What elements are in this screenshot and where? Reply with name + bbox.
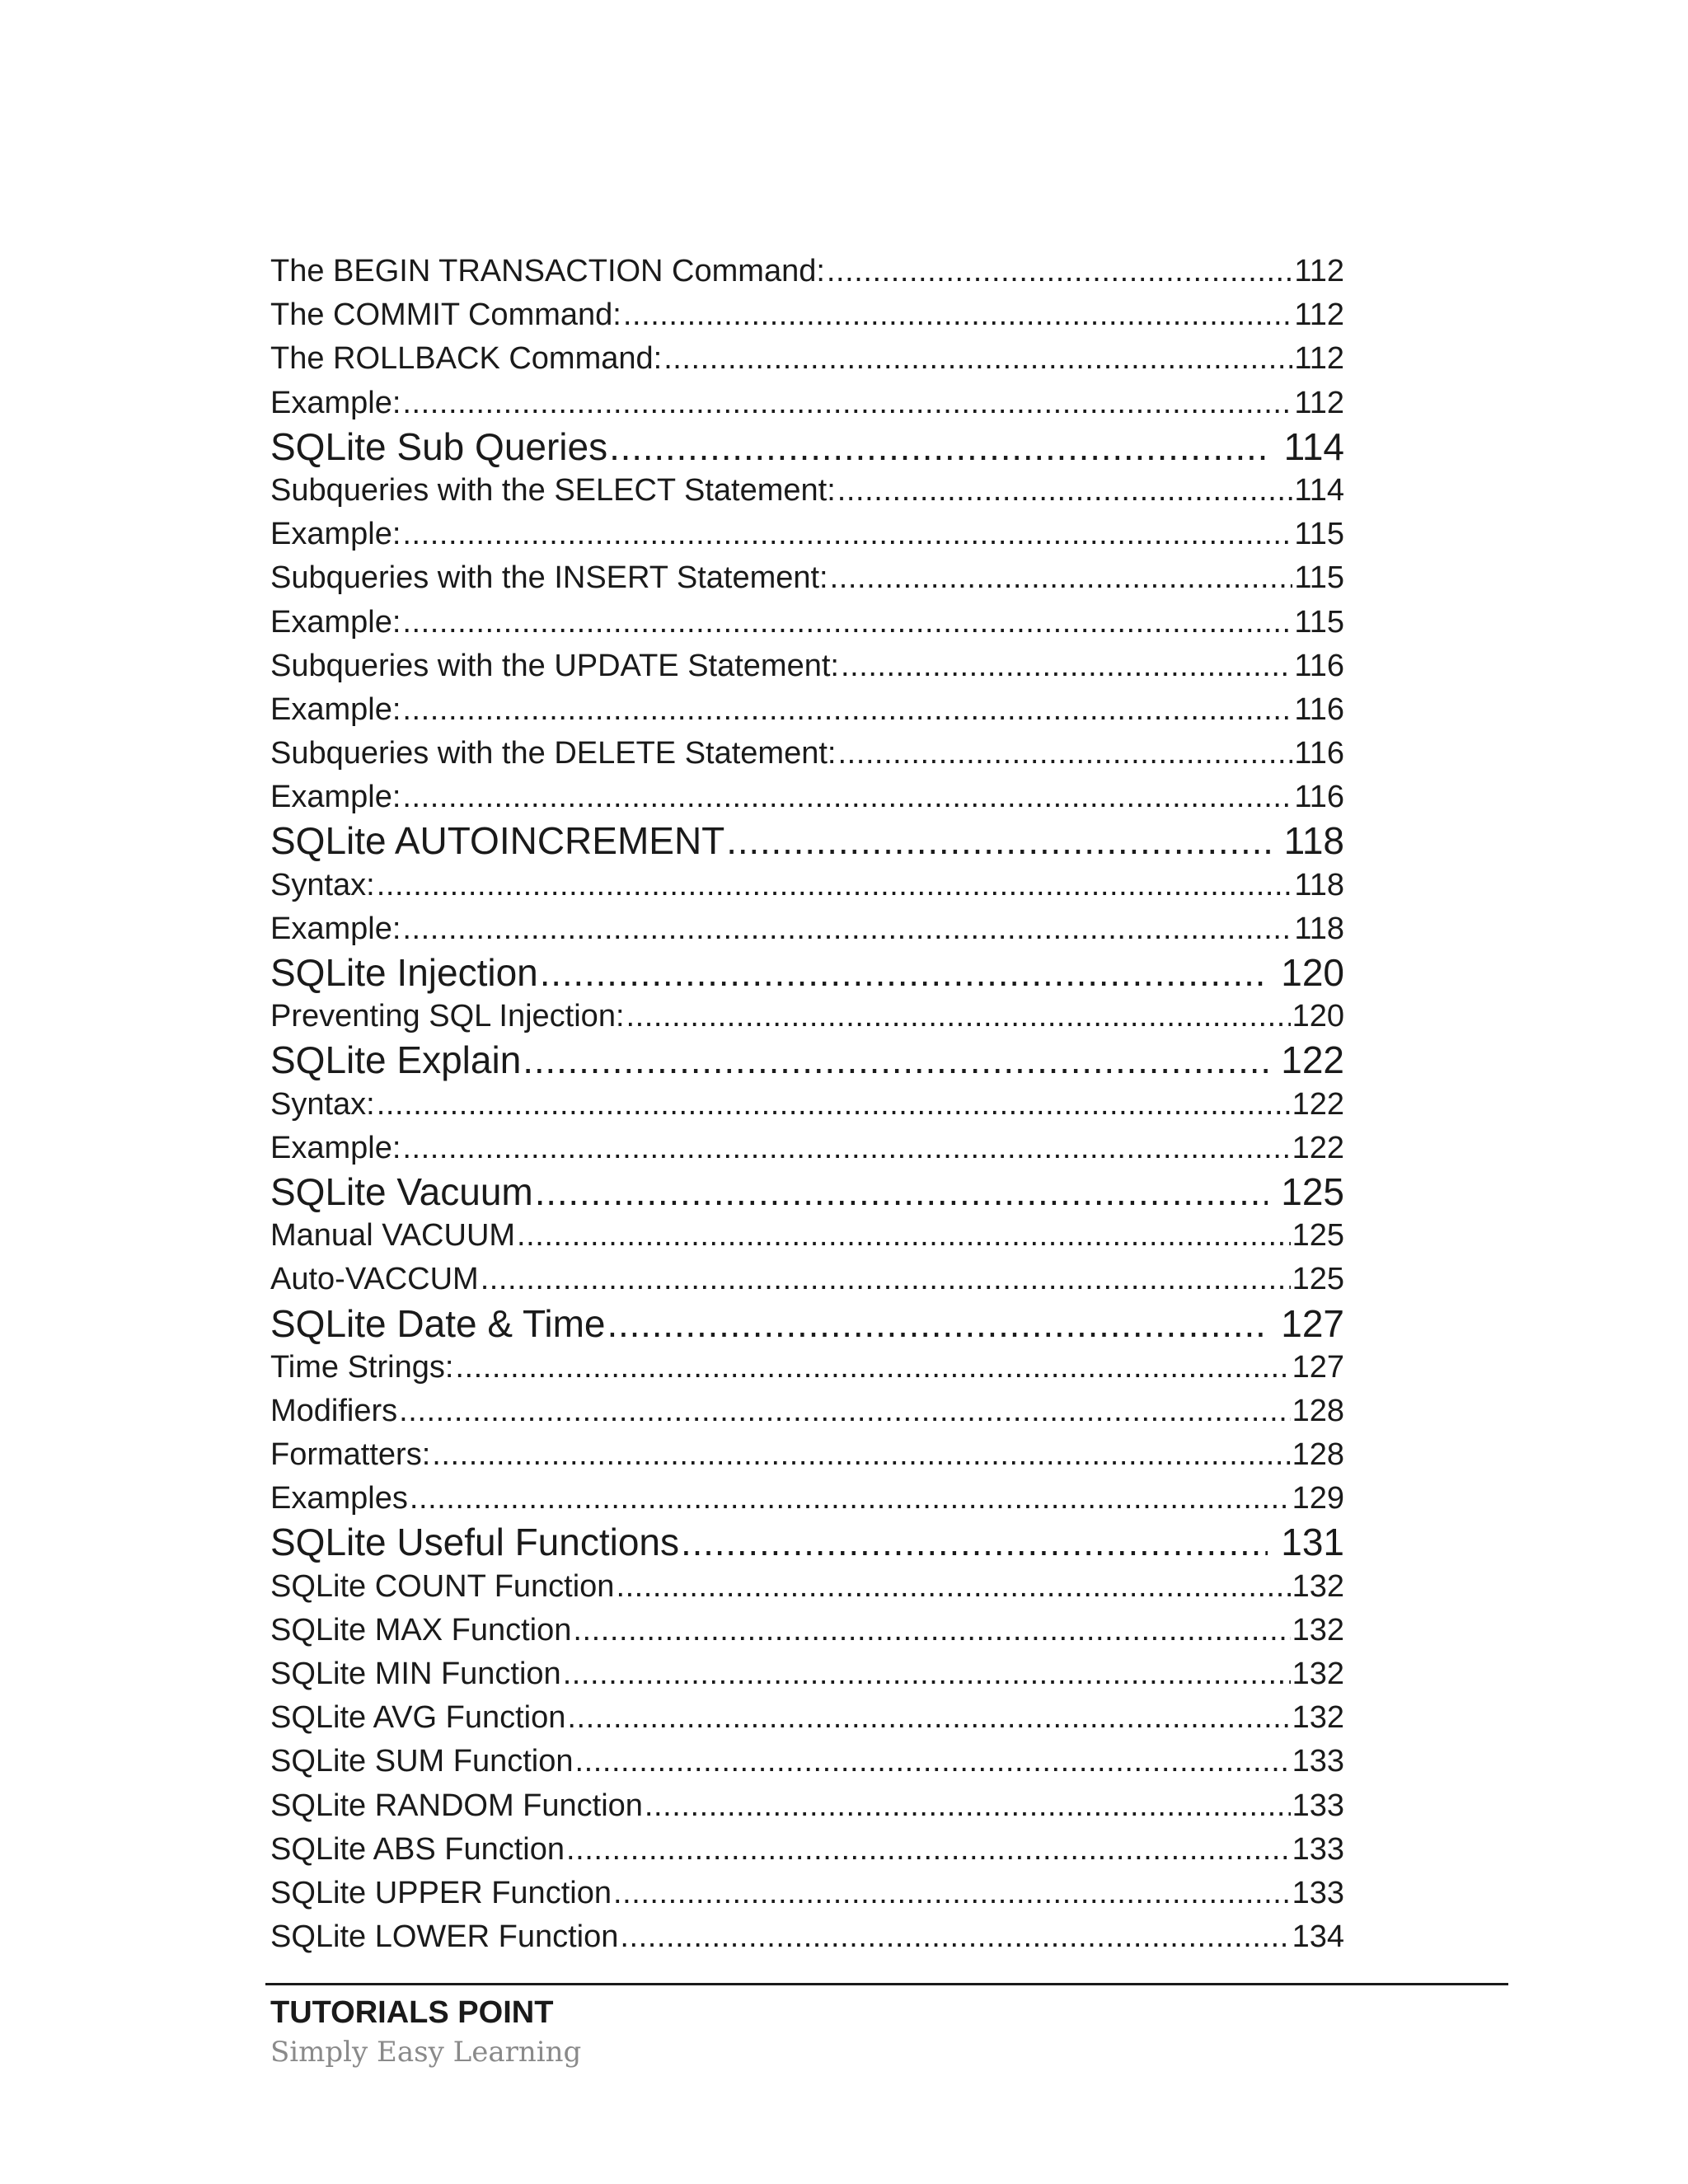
toc-page-number: 122 [1281,1038,1344,1082]
toc-page-number: 133 [1292,1788,1344,1823]
toc-page-number: 133 [1292,1875,1344,1910]
toc-chapter-entry[interactable] [270,819,1344,863]
toc-section-entry[interactable] [270,1609,1344,1652]
toc-dot-leader [609,425,1271,469]
toc-entry-title: Subqueries with the INSERT Statement: [270,560,828,596]
toc-entry-title: SQLite COUNT Function [270,1568,615,1604]
toc-dot-leader [410,1477,1291,1521]
toc-dot-leader [566,1828,1291,1872]
toc-entry-title: SQLite MAX Function [270,1612,572,1647]
toc-dot-leader [481,1258,1291,1301]
toc-section-entry[interactable] [270,1083,1344,1127]
footer-divider [265,1983,1508,1985]
toc-page-number: 129 [1292,1481,1344,1516]
toc-chapter-entry[interactable] [270,1038,1344,1082]
toc-dot-leader [377,864,1293,907]
toc-dot-leader [523,1038,1268,1082]
toc-section-entry[interactable] [270,469,1344,513]
toc-entry-title: Subqueries with the SELECT Statement: [270,472,836,508]
toc-section-entry[interactable] [270,907,1344,951]
toc-page-number: 127 [1281,1301,1344,1345]
toc-page-number: 122 [1292,1086,1344,1122]
toc-dot-leader [841,644,1292,688]
toc-page-number: 132 [1292,1700,1344,1736]
toc-entry-title: Example: [270,385,401,420]
toc-section-entry[interactable] [270,864,1344,907]
toc-entry-title: Modifiers [270,1393,398,1428]
toc-page-number: 118 [1294,867,1344,902]
toc-section-entry[interactable] [270,1433,1344,1477]
toc-dot-leader [837,469,1293,513]
toc-section-entry[interactable] [270,1652,1344,1696]
toc-section-entry[interactable] [270,1390,1344,1433]
toc-page-number: 116 [1294,648,1344,683]
toc-page-number: 115 [1294,517,1344,552]
toc-dot-leader [681,1521,1268,1564]
toc-page-number: 116 [1294,736,1344,771]
toc-entry-title: SQLite MIN Function [270,1657,561,1691]
toc-page-number: 132 [1292,1657,1344,1691]
toc-entry-title: The ROLLBACK Command: [270,341,663,377]
toc-dot-leader [402,1127,1290,1170]
toc-dot-leader [402,688,1292,732]
toc-entry-title: Example: [270,780,401,815]
toc-page-number: 112 [1294,385,1344,420]
toc-chapter-entry[interactable] [270,1170,1344,1214]
toc-section-entry[interactable] [270,1696,1344,1740]
toc-section-entry[interactable] [270,382,1344,425]
toc-entry-title: SQLite SUM Function [270,1744,574,1779]
toc-section-entry[interactable] [270,1258,1344,1301]
toc-page-number: 128 [1292,1393,1344,1428]
toc-entry-title: Example: [270,911,401,946]
toc-dot-leader [540,951,1268,995]
footer-tagline: Simply Easy Learning [270,2036,582,2069]
toc-dot-leader [616,1565,1290,1609]
toc-entry-title: SQLite AUTOINCREMENT [270,819,725,863]
toc-section-entry[interactable] [270,1915,1344,1959]
toc-dot-leader [574,1740,1290,1783]
toc-dot-leader [432,1433,1290,1477]
toc-entry-title: Syntax: [270,867,375,902]
toc-entry-title: Syntax: [270,1086,375,1122]
toc-dot-leader [402,907,1292,951]
toc-page-number: 132 [1292,1568,1344,1604]
toc-entry-title: Examples [270,1481,408,1516]
toc-entry-title: SQLite UPPER Function [270,1875,612,1910]
toc-page-number: 118 [1294,911,1344,946]
toc-entry-title: Manual VACUUM [270,1218,516,1254]
toc-dot-leader [837,732,1292,776]
toc-entry-title: Subqueries with the UPDATE Statement: [270,648,839,683]
toc-entry-title: Preventing SQL Injection: [270,999,625,1034]
toc-section-entry[interactable] [270,601,1344,644]
toc-dot-leader [402,382,1292,425]
toc-entry-title: SQLite Injection [270,951,538,994]
toc-dot-leader [726,819,1270,863]
toc-dot-leader [827,250,1293,293]
toc-section-entry[interactable] [270,688,1344,732]
toc-section-entry[interactable] [270,1828,1344,1872]
toc-page-number: 125 [1292,1218,1344,1254]
toc-entry-title: Time Strings: [270,1349,454,1385]
toc-dot-leader [567,1696,1290,1740]
toc-page-number: 125 [1292,1262,1344,1297]
toc-page-number: 134 [1292,1919,1344,1955]
toc-dot-leader [399,1390,1290,1433]
toc-section-entry[interactable] [270,1214,1344,1258]
toc-section-entry[interactable] [270,732,1344,776]
toc-dot-leader [613,1872,1291,1915]
toc-chapter-entry[interactable] [270,1521,1344,1564]
toc-entry-title: Example: [270,517,401,552]
toc-section-entry[interactable] [270,1872,1344,1915]
toc-entry-title: SQLite ABS Function [270,1831,565,1867]
toc-dot-leader [573,1609,1290,1652]
toc-page-number: 116 [1294,780,1344,815]
toc-chapter-entry[interactable] [270,951,1344,995]
toc-section-entry[interactable] [270,513,1344,556]
toc-dot-leader [645,1784,1291,1828]
toc-page-number: 132 [1292,1612,1344,1647]
toc-chapter-entry[interactable] [270,425,1344,469]
toc-dot-leader [607,1302,1268,1346]
toc-page-number: 131 [1281,1521,1344,1564]
toc-entry-title: SQLite RANDOM Function [270,1788,643,1823]
toc-dot-leader [402,776,1292,819]
toc-entry-title: Auto-VACCUM [270,1262,479,1297]
toc-page-number: 115 [1294,604,1344,640]
footer-brand: TUTORIALS POINT [270,1995,554,2030]
toc-section-entry[interactable] [270,1565,1344,1609]
toc-dot-leader [402,601,1292,644]
toc-page-number: 112 [1294,254,1344,288]
toc-entry-title: The COMMIT Command: [270,298,621,333]
toc-section-entry[interactable] [270,556,1344,600]
toc-entry-title: SQLite Explain [270,1038,522,1082]
toc-section-entry[interactable] [270,776,1344,819]
toc-dot-leader [620,1915,1290,1959]
toc-chapter-entry[interactable] [270,1302,1344,1346]
toc-entry-title: SQLite Sub Queries [270,424,608,468]
toc-section-entry[interactable] [270,293,1344,337]
toc-entry-title: SQLite AVG Function [270,1700,566,1736]
toc-page-number: 112 [1294,341,1344,377]
toc-section-entry[interactable] [270,250,1344,293]
toc-entry-title: Subqueries with the DELETE Statement: [270,736,837,771]
toc-page-number: 115 [1294,560,1344,596]
toc-section-entry[interactable] [270,1127,1344,1170]
toc-entry-title: SQLite Date & Time [270,1301,606,1345]
toc-entry-title: SQLite Vacuum [270,1169,533,1213]
toc-dot-leader [402,513,1292,556]
toc-page-number: 120 [1292,999,1344,1034]
toc-page-number: 133 [1292,1744,1344,1779]
toc-dot-leader [455,1346,1290,1390]
toc-dot-leader [563,1652,1291,1696]
toc-entry-title: Example: [270,604,401,640]
table-of-contents [270,250,1344,1959]
toc-section-entry[interactable] [270,1740,1344,1783]
toc-page-number: 120 [1281,951,1344,994]
toc-page-number: 128 [1292,1437,1344,1473]
toc-section-entry[interactable] [270,337,1344,381]
toc-dot-leader [535,1170,1268,1214]
toc-section-entry[interactable] [270,1784,1344,1828]
toc-dot-leader [517,1214,1291,1258]
toc-dot-leader [830,556,1293,600]
toc-page-number: 112 [1294,298,1344,333]
toc-page-number: 114 [1294,472,1344,508]
toc-dot-leader [377,1083,1291,1127]
toc-page-number: 133 [1292,1831,1344,1867]
toc-page-number: 127 [1292,1349,1344,1385]
toc-entry-title: SQLite LOWER Function [270,1919,619,1955]
toc-entry-title: Example: [270,1130,401,1165]
toc-section-entry[interactable] [270,1346,1344,1390]
toc-entry-title: Example: [270,691,401,727]
toc-entry-title: The BEGIN TRANSACTION Command: [270,254,825,288]
toc-entry-title: Formatters: [270,1437,431,1473]
toc-page-number: 116 [1294,691,1344,727]
toc-entry-title: SQLite Useful Functions [270,1521,680,1564]
toc-dot-leader [663,337,1292,381]
toc-page-number: 118 [1283,819,1344,863]
toc-section-entry[interactable] [270,995,1344,1038]
toc-section-entry[interactable] [270,644,1344,688]
toc-page-number: 114 [1283,424,1344,468]
toc-dot-leader [626,995,1291,1038]
toc-page-number: 125 [1281,1169,1344,1213]
toc-page-number: 122 [1292,1130,1344,1165]
toc-dot-leader [623,293,1293,337]
toc-section-entry[interactable] [270,1477,1344,1521]
